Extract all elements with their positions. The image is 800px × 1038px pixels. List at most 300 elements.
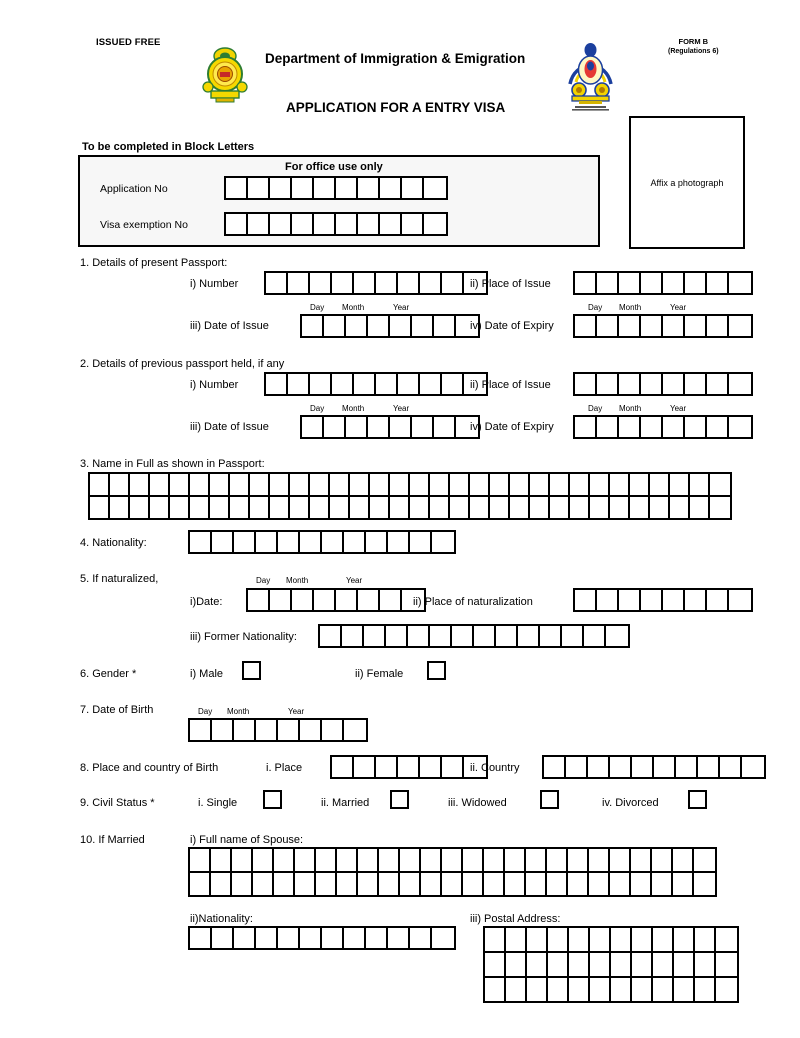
character-cell[interactable] — [510, 497, 530, 518]
s2-place-of-issue-input[interactable] — [573, 372, 753, 396]
character-cell[interactable] — [290, 497, 310, 518]
s10-nationality-input[interactable] — [188, 926, 456, 950]
character-cell[interactable] — [322, 720, 344, 740]
character-cell[interactable] — [518, 626, 540, 646]
character-cell[interactable] — [344, 928, 366, 948]
character-cell[interactable] — [390, 316, 412, 336]
character-cell[interactable] — [716, 953, 737, 976]
character-cell[interactable] — [302, 417, 324, 437]
s1-date-of-expiry-input[interactable] — [573, 314, 753, 338]
character-cell[interactable] — [548, 928, 569, 951]
character-cell[interactable] — [388, 532, 410, 552]
character-cell[interactable] — [610, 757, 632, 777]
character-cell[interactable] — [450, 474, 470, 495]
character-cell[interactable] — [663, 374, 685, 394]
s9-widowed-checkbox[interactable] — [540, 790, 559, 809]
character-cell[interactable] — [673, 849, 694, 871]
character-cell[interactable] — [358, 214, 380, 234]
character-cell[interactable] — [527, 978, 548, 1001]
s5-former-nationality-input[interactable] — [318, 624, 630, 648]
photograph-box[interactable] — [629, 116, 745, 249]
character-cell[interactable] — [376, 757, 398, 777]
s4-nationality-input[interactable] — [188, 530, 456, 554]
character-cell[interactable] — [652, 849, 673, 871]
character-cell[interactable] — [190, 873, 211, 895]
character-cell[interactable] — [424, 178, 446, 198]
character-cell[interactable] — [663, 590, 685, 610]
character-cell[interactable] — [611, 953, 632, 976]
character-cell[interactable] — [337, 873, 358, 895]
character-cell[interactable] — [670, 497, 690, 518]
character-cell[interactable] — [253, 873, 274, 895]
character-cell[interactable] — [346, 316, 368, 336]
s5-place-of-naturalization-input[interactable] — [573, 588, 753, 612]
character-cell[interactable] — [270, 214, 292, 234]
character-cell[interactable] — [420, 273, 442, 293]
character-cell[interactable] — [463, 849, 484, 871]
character-cell[interactable] — [130, 497, 150, 518]
character-cell[interactable] — [569, 953, 590, 976]
s6-female-checkbox[interactable] — [427, 661, 446, 680]
character-cell[interactable] — [685, 374, 707, 394]
character-cell[interactable] — [548, 978, 569, 1001]
character-cell[interactable] — [575, 374, 597, 394]
character-cell[interactable] — [716, 928, 737, 951]
s6-male-checkbox[interactable] — [242, 661, 261, 680]
character-cell[interactable] — [410, 532, 432, 552]
character-cell[interactable] — [270, 590, 292, 610]
character-cell[interactable] — [420, 374, 442, 394]
character-cell[interactable] — [432, 532, 454, 552]
character-cell[interactable] — [211, 873, 232, 895]
character-cell[interactable] — [266, 273, 288, 293]
character-cell[interactable] — [474, 626, 496, 646]
character-cell[interactable] — [288, 374, 310, 394]
character-cell[interactable] — [290, 474, 310, 495]
character-cell[interactable] — [370, 497, 390, 518]
character-cell[interactable] — [412, 417, 434, 437]
character-cell[interactable] — [270, 474, 290, 495]
character-cell[interactable] — [266, 374, 288, 394]
s5-date-input[interactable] — [246, 588, 426, 612]
character-cell[interactable] — [631, 873, 652, 895]
s1-date-of-issue-input[interactable] — [300, 314, 480, 338]
character-cell[interactable] — [470, 474, 490, 495]
character-cell[interactable] — [90, 497, 110, 518]
character-cell[interactable] — [364, 626, 386, 646]
character-cell[interactable] — [589, 849, 610, 871]
s9-single-checkbox[interactable] — [263, 790, 282, 809]
s7-date-of-birth-input[interactable] — [188, 718, 368, 742]
character-cell[interactable] — [410, 474, 430, 495]
character-cell[interactable] — [450, 497, 470, 518]
character-cell[interactable] — [390, 417, 412, 437]
character-cell[interactable] — [190, 497, 210, 518]
character-cell[interactable] — [278, 928, 300, 948]
character-cell[interactable] — [288, 273, 310, 293]
s2-date-of-issue-input[interactable] — [300, 415, 480, 439]
character-cell[interactable] — [452, 626, 474, 646]
character-cell[interactable] — [611, 928, 632, 951]
character-cell[interactable] — [400, 873, 421, 895]
character-cell[interactable] — [398, 757, 420, 777]
character-cell[interactable] — [248, 178, 270, 198]
character-cell[interactable] — [590, 474, 610, 495]
character-cell[interactable] — [670, 474, 690, 495]
character-cell[interactable] — [350, 474, 370, 495]
s1-number-input[interactable] — [264, 271, 488, 295]
character-cell[interactable] — [316, 849, 337, 871]
character-cell[interactable] — [490, 497, 510, 518]
character-cell[interactable] — [398, 374, 420, 394]
character-cell[interactable] — [610, 474, 630, 495]
character-cell[interactable] — [619, 374, 641, 394]
character-cell[interactable] — [376, 273, 398, 293]
character-cell[interactable] — [674, 953, 695, 976]
character-cell[interactable] — [346, 417, 368, 437]
character-cell[interactable] — [366, 928, 388, 948]
s9-married-checkbox[interactable] — [390, 790, 409, 809]
character-cell[interactable] — [430, 626, 452, 646]
character-cell[interactable] — [336, 214, 358, 234]
character-cell[interactable] — [506, 928, 527, 951]
character-cell[interactable] — [368, 316, 390, 336]
character-cell[interactable] — [324, 316, 346, 336]
character-cell[interactable] — [663, 316, 685, 336]
character-cell[interactable] — [510, 474, 530, 495]
character-cell[interactable] — [606, 626, 628, 646]
character-cell[interactable] — [442, 873, 463, 895]
character-cell[interactable] — [226, 178, 248, 198]
character-cell[interactable] — [619, 316, 641, 336]
character-cell[interactable] — [230, 497, 250, 518]
character-cell[interactable] — [526, 849, 547, 871]
character-cell[interactable] — [530, 474, 550, 495]
s8-place-input[interactable] — [330, 755, 488, 779]
character-cell[interactable] — [300, 928, 322, 948]
s2-number-input[interactable] — [264, 372, 488, 396]
character-cell[interactable] — [584, 626, 606, 646]
character-cell[interactable] — [434, 316, 456, 336]
character-cell[interactable] — [412, 316, 434, 336]
character-cell[interactable] — [370, 474, 390, 495]
character-cell[interactable] — [322, 532, 344, 552]
character-cell[interactable] — [232, 873, 253, 895]
character-cell[interactable] — [597, 316, 619, 336]
character-cell[interactable] — [650, 474, 670, 495]
character-cell[interactable] — [597, 273, 619, 293]
character-cell[interactable] — [619, 417, 641, 437]
character-cell[interactable] — [590, 953, 611, 976]
character-cell[interactable] — [641, 316, 663, 336]
character-cell[interactable] — [685, 273, 707, 293]
character-cell[interactable] — [588, 757, 610, 777]
character-cell[interactable] — [597, 590, 619, 610]
character-cell[interactable] — [597, 417, 619, 437]
character-cell[interactable] — [611, 978, 632, 1001]
character-cell[interactable] — [632, 757, 654, 777]
character-cell[interactable] — [324, 417, 346, 437]
character-cell[interactable] — [278, 720, 300, 740]
character-cell[interactable] — [707, 273, 729, 293]
character-cell[interactable] — [575, 316, 597, 336]
character-cell[interactable] — [442, 757, 464, 777]
character-cell[interactable] — [630, 474, 650, 495]
character-cell[interactable] — [632, 928, 653, 951]
character-cell[interactable] — [390, 497, 410, 518]
character-cell[interactable] — [386, 626, 408, 646]
character-cell[interactable] — [575, 590, 597, 610]
character-cell[interactable] — [337, 849, 358, 871]
character-cell[interactable] — [248, 590, 270, 610]
character-cell[interactable] — [632, 978, 653, 1001]
character-cell[interactable] — [695, 928, 716, 951]
character-cell[interactable] — [368, 417, 390, 437]
character-cell[interactable] — [270, 497, 290, 518]
character-cell[interactable] — [342, 626, 364, 646]
character-cell[interactable] — [569, 928, 590, 951]
s10-spouse-name-grid[interactable] — [188, 847, 717, 897]
character-cell[interactable] — [550, 474, 570, 495]
character-cell[interactable] — [710, 474, 730, 495]
character-cell[interactable] — [610, 849, 631, 871]
character-cell[interactable] — [654, 757, 676, 777]
character-cell[interactable] — [210, 497, 230, 518]
character-cell[interactable] — [505, 849, 526, 871]
character-cell[interactable] — [380, 178, 402, 198]
character-cell[interactable] — [716, 978, 737, 1001]
character-cell[interactable] — [310, 273, 332, 293]
character-cell[interactable] — [332, 273, 354, 293]
character-cell[interactable] — [274, 873, 295, 895]
character-cell[interactable] — [442, 374, 464, 394]
character-cell[interactable] — [694, 849, 715, 871]
character-cell[interactable] — [292, 178, 314, 198]
character-cell[interactable] — [470, 497, 490, 518]
character-cell[interactable] — [314, 590, 336, 610]
character-cell[interactable] — [212, 928, 234, 948]
character-cell[interactable] — [110, 474, 130, 495]
character-cell[interactable] — [256, 720, 278, 740]
character-cell[interactable] — [695, 978, 716, 1001]
character-cell[interactable] — [232, 849, 253, 871]
character-cell[interactable] — [421, 873, 442, 895]
character-cell[interactable] — [170, 474, 190, 495]
character-cell[interactable] — [540, 626, 562, 646]
character-cell[interactable] — [505, 873, 526, 895]
character-cell[interactable] — [547, 873, 568, 895]
character-cell[interactable] — [590, 497, 610, 518]
character-cell[interactable] — [485, 928, 506, 951]
character-cell[interactable] — [379, 873, 400, 895]
character-cell[interactable] — [402, 178, 424, 198]
character-cell[interactable] — [256, 532, 278, 552]
character-cell[interactable] — [506, 978, 527, 1001]
character-cell[interactable] — [278, 532, 300, 552]
character-cell[interactable] — [380, 590, 402, 610]
character-cell[interactable] — [379, 849, 400, 871]
character-cell[interactable] — [380, 214, 402, 234]
character-cell[interactable] — [295, 873, 316, 895]
character-cell[interactable] — [729, 316, 751, 336]
character-cell[interactable] — [685, 590, 707, 610]
character-cell[interactable] — [234, 532, 256, 552]
character-cell[interactable] — [484, 873, 505, 895]
character-cell[interactable] — [190, 849, 211, 871]
character-cell[interactable] — [484, 849, 505, 871]
character-cell[interactable] — [526, 873, 547, 895]
character-cell[interactable] — [354, 757, 376, 777]
character-cell[interactable] — [302, 316, 324, 336]
character-cell[interactable] — [650, 497, 670, 518]
character-cell[interactable] — [110, 497, 130, 518]
character-cell[interactable] — [695, 953, 716, 976]
character-cell[interactable] — [190, 474, 210, 495]
character-cell[interactable] — [190, 532, 212, 552]
character-cell[interactable] — [402, 214, 424, 234]
character-cell[interactable] — [190, 928, 212, 948]
character-cell[interactable] — [485, 978, 506, 1001]
character-cell[interactable] — [569, 978, 590, 1001]
character-cell[interactable] — [332, 757, 354, 777]
character-cell[interactable] — [707, 590, 729, 610]
character-cell[interactable] — [344, 532, 366, 552]
character-cell[interactable] — [310, 374, 332, 394]
s3-name-in-full-grid[interactable] — [88, 472, 732, 520]
character-cell[interactable] — [641, 273, 663, 293]
character-cell[interactable] — [410, 928, 432, 948]
character-cell[interactable] — [300, 720, 322, 740]
character-cell[interactable] — [527, 928, 548, 951]
character-cell[interactable] — [490, 474, 510, 495]
character-cell[interactable] — [398, 273, 420, 293]
application-no-input[interactable] — [224, 176, 448, 200]
character-cell[interactable] — [253, 849, 274, 871]
character-cell[interactable] — [256, 928, 278, 948]
character-cell[interactable] — [421, 849, 442, 871]
character-cell[interactable] — [663, 417, 685, 437]
character-cell[interactable] — [270, 178, 292, 198]
character-cell[interactable] — [610, 873, 631, 895]
character-cell[interactable] — [248, 214, 270, 234]
character-cell[interactable] — [314, 178, 336, 198]
s8-country-input[interactable] — [542, 755, 766, 779]
character-cell[interactable] — [400, 849, 421, 871]
character-cell[interactable] — [550, 497, 570, 518]
character-cell[interactable] — [590, 978, 611, 1001]
character-cell[interactable] — [274, 849, 295, 871]
character-cell[interactable] — [570, 474, 590, 495]
character-cell[interactable] — [330, 474, 350, 495]
character-cell[interactable] — [663, 273, 685, 293]
character-cell[interactable] — [729, 417, 751, 437]
character-cell[interactable] — [250, 474, 270, 495]
character-cell[interactable] — [653, 978, 674, 1001]
character-cell[interactable] — [388, 928, 410, 948]
character-cell[interactable] — [295, 849, 316, 871]
character-cell[interactable] — [150, 497, 170, 518]
character-cell[interactable] — [336, 178, 358, 198]
character-cell[interactable] — [310, 497, 330, 518]
character-cell[interactable] — [707, 374, 729, 394]
character-cell[interactable] — [630, 497, 650, 518]
character-cell[interactable] — [562, 626, 584, 646]
character-cell[interactable] — [685, 417, 707, 437]
character-cell[interactable] — [674, 978, 695, 1001]
character-cell[interactable] — [685, 316, 707, 336]
character-cell[interactable] — [619, 590, 641, 610]
character-cell[interactable] — [314, 214, 336, 234]
character-cell[interactable] — [410, 497, 430, 518]
character-cell[interactable] — [527, 953, 548, 976]
character-cell[interactable] — [310, 474, 330, 495]
character-cell[interactable] — [496, 626, 518, 646]
character-cell[interactable] — [742, 757, 764, 777]
character-cell[interactable] — [354, 374, 376, 394]
character-cell[interactable] — [432, 928, 454, 948]
character-cell[interactable] — [632, 953, 653, 976]
character-cell[interactable] — [673, 873, 694, 895]
character-cell[interactable] — [653, 953, 674, 976]
character-cell[interactable] — [234, 928, 256, 948]
character-cell[interactable] — [330, 497, 350, 518]
character-cell[interactable] — [226, 214, 248, 234]
character-cell[interactable] — [442, 273, 464, 293]
character-cell[interactable] — [690, 497, 710, 518]
character-cell[interactable] — [548, 953, 569, 976]
character-cell[interactable] — [424, 214, 446, 234]
character-cell[interactable] — [589, 873, 610, 895]
character-cell[interactable] — [641, 590, 663, 610]
character-cell[interactable] — [568, 849, 589, 871]
character-cell[interactable] — [211, 849, 232, 871]
character-cell[interactable] — [316, 873, 337, 895]
character-cell[interactable] — [210, 474, 230, 495]
character-cell[interactable] — [547, 849, 568, 871]
character-cell[interactable] — [358, 849, 379, 871]
character-cell[interactable] — [430, 497, 450, 518]
character-cell[interactable] — [430, 474, 450, 495]
character-cell[interactable] — [619, 273, 641, 293]
character-cell[interactable] — [358, 873, 379, 895]
visa-exemption-no-input[interactable] — [224, 212, 448, 236]
character-cell[interactable] — [366, 532, 388, 552]
character-cell[interactable] — [300, 532, 322, 552]
character-cell[interactable] — [653, 928, 674, 951]
character-cell[interactable] — [212, 532, 234, 552]
character-cell[interactable] — [690, 474, 710, 495]
character-cell[interactable] — [434, 417, 456, 437]
character-cell[interactable] — [234, 720, 256, 740]
character-cell[interactable] — [570, 497, 590, 518]
character-cell[interactable] — [358, 590, 380, 610]
character-cell[interactable] — [230, 474, 250, 495]
character-cell[interactable] — [332, 374, 354, 394]
character-cell[interactable] — [729, 590, 751, 610]
character-cell[interactable] — [707, 417, 729, 437]
character-cell[interactable] — [320, 626, 342, 646]
character-cell[interactable] — [358, 178, 380, 198]
s9-divorced-checkbox[interactable] — [688, 790, 707, 809]
character-cell[interactable] — [631, 849, 652, 871]
character-cell[interactable] — [610, 497, 630, 518]
character-cell[interactable] — [590, 928, 611, 951]
character-cell[interactable] — [652, 873, 673, 895]
character-cell[interactable] — [322, 928, 344, 948]
character-cell[interactable] — [344, 720, 366, 740]
character-cell[interactable] — [292, 214, 314, 234]
character-cell[interactable] — [707, 316, 729, 336]
